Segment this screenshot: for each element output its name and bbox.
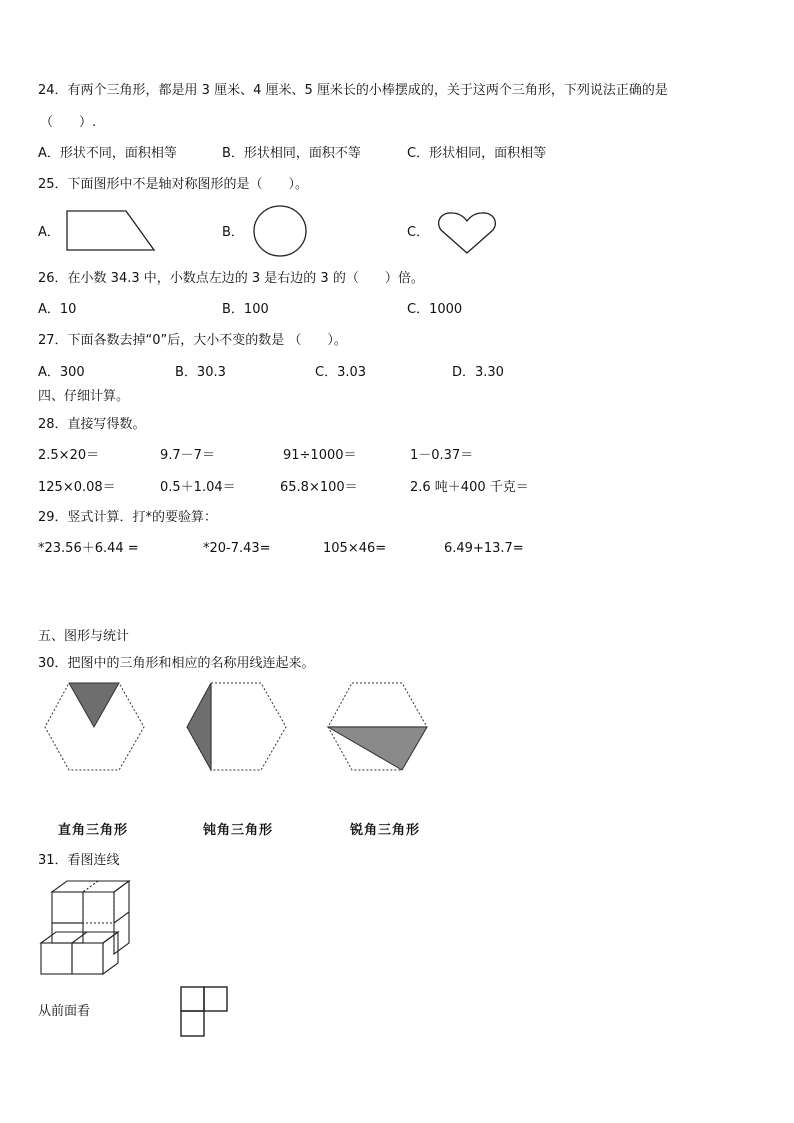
q27-option-a[interactable]: A．300: [38, 365, 85, 380]
label-acute-triangle[interactable]: 锐角三角形: [350, 823, 421, 838]
q27-option-d[interactable]: D．3.30: [452, 365, 504, 380]
q31-stem: 31．看图连线: [38, 853, 120, 868]
label-obtuse-triangle[interactable]: 钝角三角形: [203, 823, 274, 838]
q25-stem: 25．下面图形中不是轴对称图形的是（ ）。: [38, 177, 309, 192]
section-5-heading: 五、图形与统计: [38, 629, 130, 644]
label-right-triangle[interactable]: 直角三角形: [58, 823, 129, 838]
right-triangle-shaded: [69, 683, 119, 727]
view-label-front: 从前面看: [38, 1004, 91, 1019]
q24-option-a[interactable]: A．形状不同，面积相等: [38, 146, 177, 161]
q24-stem: 24．有两个三角形，都是用 3 厘米、4 厘米、5 厘米长的小棒摆成的，关于这两个三角形，下列说法正确的是: [38, 83, 668, 98]
heart-shape: [437, 210, 499, 256]
q28-item: 65.8×100＝: [280, 480, 358, 495]
hexagon-figure-1: [44, 682, 146, 772]
trapezoid-shape: [66, 210, 158, 252]
q29-item: 105×46=: [323, 541, 387, 556]
q29-stem: 29．竖式计算．打*的要验算：: [38, 510, 218, 525]
q27-option-c[interactable]: C．3.03: [315, 365, 367, 380]
q29-item: *23.56＋6.44 =: [38, 541, 139, 556]
q28-item: 91÷1000＝: [283, 448, 357, 463]
q25-option-b[interactable]: B．: [222, 225, 244, 240]
q30-stem: 30．把图中的三角形和相应的名称用线连起来。: [38, 656, 315, 671]
acute-triangle-shaded: [328, 727, 427, 770]
q24-blank: （ ）.: [40, 115, 97, 130]
q28-stem: 28．直接写得数。: [38, 417, 146, 432]
q28-item: 1－0.37＝: [410, 448, 474, 463]
q28-item: 0.5＋1.04＝: [160, 480, 236, 495]
circle-shape: [253, 205, 309, 257]
q28-item: 2.6 吨＋400 千克＝: [410, 480, 529, 495]
hexagon-figure-3: [327, 682, 429, 772]
q28-item: 125×0.08＝: [38, 480, 116, 495]
q27-stem: 27．下面各数去掉“0”后，大小不变的数是 （ ）。: [38, 333, 347, 348]
q28-item: 9.7－7＝: [160, 448, 215, 463]
q26-stem: 26．在小数 34.3 中，小数点左边的 3 是右边的 3 的（ ）倍。: [38, 271, 424, 286]
q26-option-c[interactable]: C．1000: [407, 302, 463, 317]
hexagon-figure-2: [186, 682, 288, 772]
obtuse-triangle-shaded: [187, 683, 211, 770]
q29-item: 6.49+13.7=: [444, 541, 524, 556]
front-view-figure[interactable]: [180, 986, 230, 1038]
cube-stack-figure: [40, 880, 132, 976]
q25-option-c[interactable]: C．: [407, 225, 430, 240]
q29-item: *20-7.43=: [203, 541, 271, 556]
q28-item: 2.5×20＝: [38, 448, 100, 463]
q27-option-b[interactable]: B．30.3: [175, 365, 226, 380]
q24-option-c[interactable]: C．形状相同，面积相等: [407, 146, 547, 161]
q25-option-a[interactable]: A．: [38, 225, 60, 240]
q26-option-b[interactable]: B．100: [222, 302, 269, 317]
q26-option-a[interactable]: A．10: [38, 302, 77, 317]
section-4-heading: 四、仔细计算。: [38, 389, 130, 404]
q24-option-b[interactable]: B．形状相同，面积不等: [222, 146, 361, 161]
